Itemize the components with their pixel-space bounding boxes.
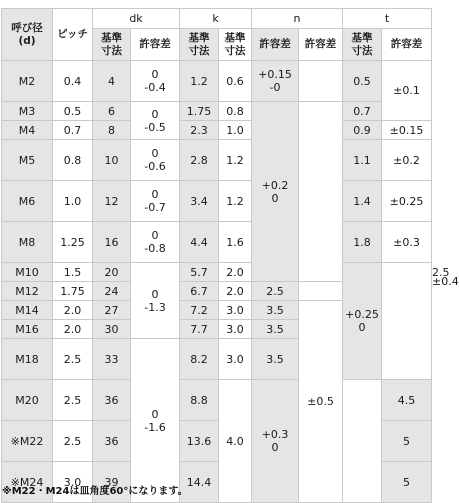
nominal-cell: M5 <box>2 140 53 181</box>
pitch-header: ピッチ <box>53 9 93 61</box>
t-std-cell: 4.5 <box>382 380 432 421</box>
footnote: ※M22・M24は皿角度60°になります。 <box>2 486 188 497</box>
n-tol-cell <box>382 263 432 380</box>
dk-std-cell: 4 <box>93 61 131 102</box>
pitch-cell: 2.0 <box>53 320 93 339</box>
k-std-cell: 2.8 <box>180 140 219 181</box>
dk-std-cell: 12 <box>93 181 131 222</box>
n-std-cell: +0.2 0 <box>252 102 299 282</box>
k-std-cell: 1.75 <box>180 102 219 121</box>
pitch-cell: 1.75 <box>53 282 93 301</box>
t-std-cell: 3.5 <box>252 301 299 320</box>
dk-std-cell: 20 <box>93 263 131 282</box>
dk-tol-cell: 0 -0.8 <box>131 222 180 263</box>
nominal-cell: M18 <box>2 339 53 380</box>
nominal-cell: M10 <box>2 263 53 282</box>
k-tol-cell: 2.0 <box>219 282 252 301</box>
pitch-cell: 2.0 <box>53 301 93 320</box>
n-header: n <box>252 9 343 29</box>
t-std-cell: 5 <box>382 421 432 462</box>
nominal-cell: M3 <box>2 102 53 121</box>
pitch-cell: 2.5 <box>53 380 93 421</box>
k-tol-cell: 1.0 <box>219 121 252 140</box>
dk-tol-cell: 0 -0.4 <box>131 61 180 102</box>
t-std-cell: 1.4 <box>343 181 382 222</box>
table-row <box>2 61 432 102</box>
pitch-cell: 1.5 <box>53 263 93 282</box>
t-std-cell: 2.5 <box>252 282 299 301</box>
k-tol-header: 基準 寸法 <box>219 29 252 61</box>
k-tol-cell: 0.8 <box>219 102 252 121</box>
table-row <box>2 140 432 181</box>
k-tol-cell: 1.2 <box>219 140 252 181</box>
n-std-cell: +0.15 -0 <box>252 61 299 102</box>
table-row: M10 1.5 20 0 -1.3 5.7 2.0 +0.25 0 2.5 ±0.4 <box>2 263 432 282</box>
k-tol-cell: 3.0 <box>219 339 252 380</box>
hex-socket-bolt-spec-table <box>1 8 459 503</box>
table-row <box>2 380 432 421</box>
nominal-cell: M8 <box>2 222 53 263</box>
nominal-cell: M14 <box>2 301 53 320</box>
dk-std-cell: 8 <box>93 121 131 140</box>
dk-header: dk <box>93 9 180 29</box>
k-std-cell: 3.4 <box>180 181 219 222</box>
pitch-cell: 1.0 <box>53 181 93 222</box>
table-row <box>2 121 432 140</box>
k-tol-cell: 3.0 <box>219 301 252 320</box>
pitch-cell: 0.8 <box>53 140 93 181</box>
table-row <box>2 222 432 263</box>
k-std-cell: 5.7 <box>180 263 219 282</box>
nominal-cell: M6 <box>2 181 53 222</box>
nominal-cell: M20 <box>2 380 53 421</box>
n-tol-cell <box>343 380 382 503</box>
table-row <box>2 102 432 121</box>
k-std-cell: 7.7 <box>180 320 219 339</box>
nominal-cell: M12 <box>2 282 53 301</box>
k-std-cell: 7.2 <box>180 301 219 320</box>
k-std-cell: 8.2 <box>180 339 219 380</box>
pitch-cell: 3.0 <box>53 462 93 503</box>
dk-tol-cell: 0 -0.6 <box>131 140 180 181</box>
k-std-header: 基準 寸法 <box>180 29 219 61</box>
t-tol-cell: ±0.2 <box>382 140 432 181</box>
dk-tol-header: 許容差 <box>131 29 180 61</box>
n-std-header: 許容差 <box>252 29 299 61</box>
dk-std-cell: 10 <box>93 140 131 181</box>
k-std-cell: 1.2 <box>180 61 219 102</box>
t-std-cell: 1.1 <box>343 140 382 181</box>
t-std-header: 基準 寸法 <box>343 29 382 61</box>
k-tol-cell: 1.6 <box>219 222 252 263</box>
k-std-cell: 6.7 <box>180 282 219 301</box>
dk-std-cell: 36 <box>93 380 131 421</box>
dk-std-cell: 27 <box>93 301 131 320</box>
n-tol-cell <box>299 102 343 282</box>
k-std-cell: 4.4 <box>180 222 219 263</box>
nominal-cell: M16 <box>2 320 53 339</box>
t-std-cell: 0.9 <box>343 121 382 140</box>
dk-std-cell: 36 <box>93 421 131 462</box>
t-std-cell: 1.8 <box>343 222 382 263</box>
dk-std-cell: 30 <box>93 320 131 339</box>
nominal-cell: ※M22 <box>2 421 53 462</box>
dk-tol-cell: 0 -1.6 <box>131 339 180 503</box>
dk-std-cell: 39 <box>93 462 131 503</box>
t-tol-cell: ±0.5 <box>299 301 343 503</box>
t-tol-cell: ±0.1 <box>382 61 432 121</box>
nominal-cell: M4 <box>2 121 53 140</box>
k-tol-cell: 1.2 <box>219 181 252 222</box>
nominal-cell: M2 <box>2 61 53 102</box>
dk-tol-cell: 0 -1.3 <box>131 263 180 339</box>
dk-std-cell: 33 <box>93 339 131 380</box>
t-header: t <box>343 9 432 29</box>
spec-table-container <box>1 8 459 503</box>
dk-std-cell: 24 <box>93 282 131 301</box>
k-std-cell: 13.6 <box>180 421 219 462</box>
nominal-cell: ※M24 <box>2 462 53 503</box>
dk-std-cell: 6 <box>93 102 131 121</box>
t-std-cell: 3.5 <box>252 339 299 380</box>
dk-std-header: 基準 寸法 <box>93 29 131 61</box>
pitch-cell: 1.25 <box>53 222 93 263</box>
pitch-cell: 0.4 <box>53 61 93 102</box>
k-tol-cell: 2.0 <box>219 263 252 282</box>
table-row <box>2 181 432 222</box>
nominal-header: 呼び径 (d) <box>2 9 53 61</box>
k-tol-cell: 4.0 <box>219 380 252 503</box>
k-tol-cell: 0.6 <box>219 61 252 102</box>
k-std-cell: 2.3 <box>180 121 219 140</box>
t-std-cell: 0.7 <box>343 102 382 121</box>
k-tol-cell: 3.0 <box>219 320 252 339</box>
t-tol-cell: ±0.25 <box>382 181 432 222</box>
t-tol-cell: ±0.15 <box>382 121 432 140</box>
n-std-cell: +0.3 0 <box>252 380 299 503</box>
t-std-cell: 3.5 <box>252 320 299 339</box>
k-std-cell: 8.8 <box>180 380 219 421</box>
k-header: k <box>180 9 252 29</box>
pitch-cell: 2.5 <box>53 421 93 462</box>
dk-tol-cell: 0 -0.7 <box>131 181 180 222</box>
t-tol-cell: ±0.3 <box>382 222 432 263</box>
pitch-cell: 2.5 <box>53 339 93 380</box>
n-std-cell: +0.25 0 <box>343 263 382 380</box>
t-tol-header: 許容差 <box>382 29 432 61</box>
n-tol-cell <box>299 61 343 102</box>
t-std-cell: 5 <box>382 462 432 503</box>
n-tol-header: 許容差 <box>299 29 343 61</box>
k-std-cell: 14.4 <box>180 462 219 503</box>
pitch-cell: 0.7 <box>53 121 93 140</box>
dk-tol-cell: 0 -0.5 <box>131 102 180 140</box>
pitch-cell: 0.5 <box>53 102 93 121</box>
t-std-cell: 0.5 <box>343 61 382 102</box>
dk-std-cell: 16 <box>93 222 131 263</box>
